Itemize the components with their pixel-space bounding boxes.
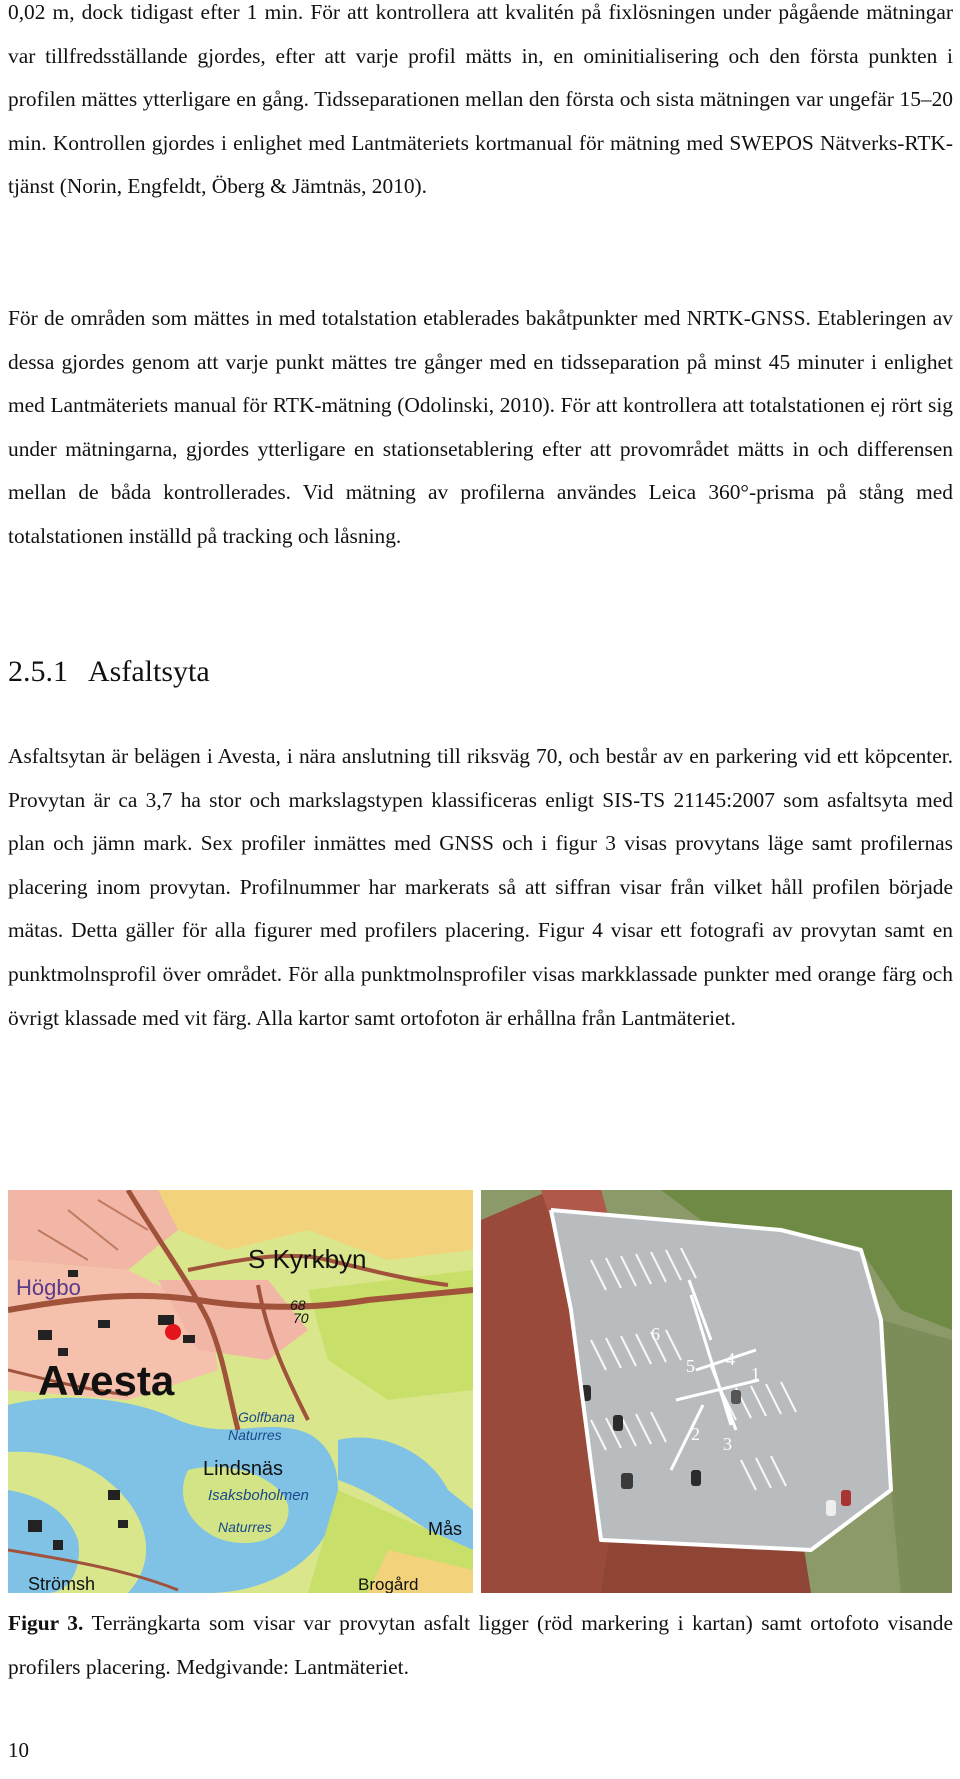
profile-label-4: 4 bbox=[726, 1349, 735, 1369]
map-label-mas: Mås bbox=[428, 1519, 463, 1539]
orthophoto-image bbox=[481, 1190, 952, 1593]
map-label-natures: Naturres bbox=[228, 1427, 282, 1443]
profile-label-2: 2 bbox=[691, 1424, 700, 1444]
profile-label-6: 6 bbox=[651, 1324, 660, 1344]
map-label-brogard: Brogård bbox=[358, 1575, 419, 1593]
map-label-naturres2: Naturres bbox=[218, 1519, 272, 1535]
map-label-road-68: 68 bbox=[290, 1297, 306, 1313]
paragraph-asfaltsyta: Asfaltsytan är belägen i Avesta, i nära anslutning till riksväg 70, och består av en parkering vid ett köpcenter. Provytan är ca 3,7 ha stor och markslagstypen klassificeras enligt SIS-TS 21145:2007 som asfaltsyta med plan och jämn mark. Sex profiler inmättes med GNSS och i figur 3 visas provytans läge samt profilernas placering inom provytan. Profilnummer har markerats så att siffran visar från vilket håll profilen började mätas. Detta gäller för alla figurer med profilers placering. Figur 4 visar ett fotografi av provytan samt en punktmolnsprofil över området. För alla punktmolnsprofiler visas markklassade punkter med orange färg och övrigt klassade med vit färg. Alla kartor samt ortofoton är erhållna från Lantmäteriet. bbox=[8, 744, 953, 1030]
figure-caption bbox=[8, 1602, 953, 1689]
map-label-road-70: 70 bbox=[293, 1310, 309, 1326]
map-label-stromsh: Strömsh bbox=[28, 1574, 96, 1593]
profile-label-5: 5 bbox=[686, 1356, 695, 1376]
map-label-lindsnas: Lindsnäs bbox=[203, 1458, 284, 1480]
profile-label-3: 3 bbox=[723, 1434, 732, 1454]
section-title: Asfaltsyta bbox=[88, 655, 210, 688]
map-label-kyrkbyn: S Kyrkbyn bbox=[248, 1244, 367, 1274]
map-label-golfbana: Golfbana bbox=[238, 1409, 295, 1425]
map-label-isaksboholmen: Isaksboholmen bbox=[208, 1487, 309, 1504]
terrain-map-image bbox=[8, 1190, 473, 1593]
paragraph-gnss-control: 0,02 m, dock tidigast efter 1 min. För att kontrollera att kvalitén på fixlösningen under pågående mätningar var tillfredsställande gjordes, efter att varje profil mätts in, en ominitialisering och den första punkten i profilen mättes ytterligare en gång. Tidsseparationen mellan den första och sista mätningen var ungefär 15–20 min. Kontrollen gjordes i enlighet med Lantmäteriets kortmanual för mätning med SWEPOS Nätverks-RTK-tjänst (Norin, Engfeldt, Öberg & Jämtnäs, 2010). bbox=[8, 0, 953, 199]
location-marker bbox=[165, 1324, 181, 1340]
section-heading bbox=[8, 655, 210, 689]
paragraph-totalstation: För de områden som mättes in med totalstation etablerades bakåtpunkter med NRTK-GNSS. Etableringen av dessa gjordes genom att varje punkt mättes tre gånger med en tidsseparation på minst 45 minuter i enlighet med Lantmäteriets manual för RTK-mätning (Odolinski, 2010). För att kontrollera att totalstationen ej rört sig under mätningarna, gjordes ytterligare en stationsetablering efter att provområdet mätts in och differensen mellan de båda kontrollerades. Vid mätning av profilerna användes Leica 360°-prisma på stång med totalstationen inställd på tracking och låsning. bbox=[8, 306, 953, 548]
section-number: 2.5.1 bbox=[8, 655, 68, 688]
map-label-avesta: Avesta bbox=[38, 1357, 175, 1404]
page-number: 10 bbox=[8, 1738, 29, 1762]
map-label-hogbo: Högbo bbox=[16, 1275, 81, 1300]
profile-label-1: 1 bbox=[751, 1364, 760, 1384]
figure-caption-text: Terrängkarta som visar var provytan asfalt ligger (röd markering i kartan) samt ortofoto visande profilers placering. Medgivande: Lantmäteriet. bbox=[8, 1611, 953, 1679]
figure-caption-label: Figur 3. bbox=[8, 1611, 84, 1635]
